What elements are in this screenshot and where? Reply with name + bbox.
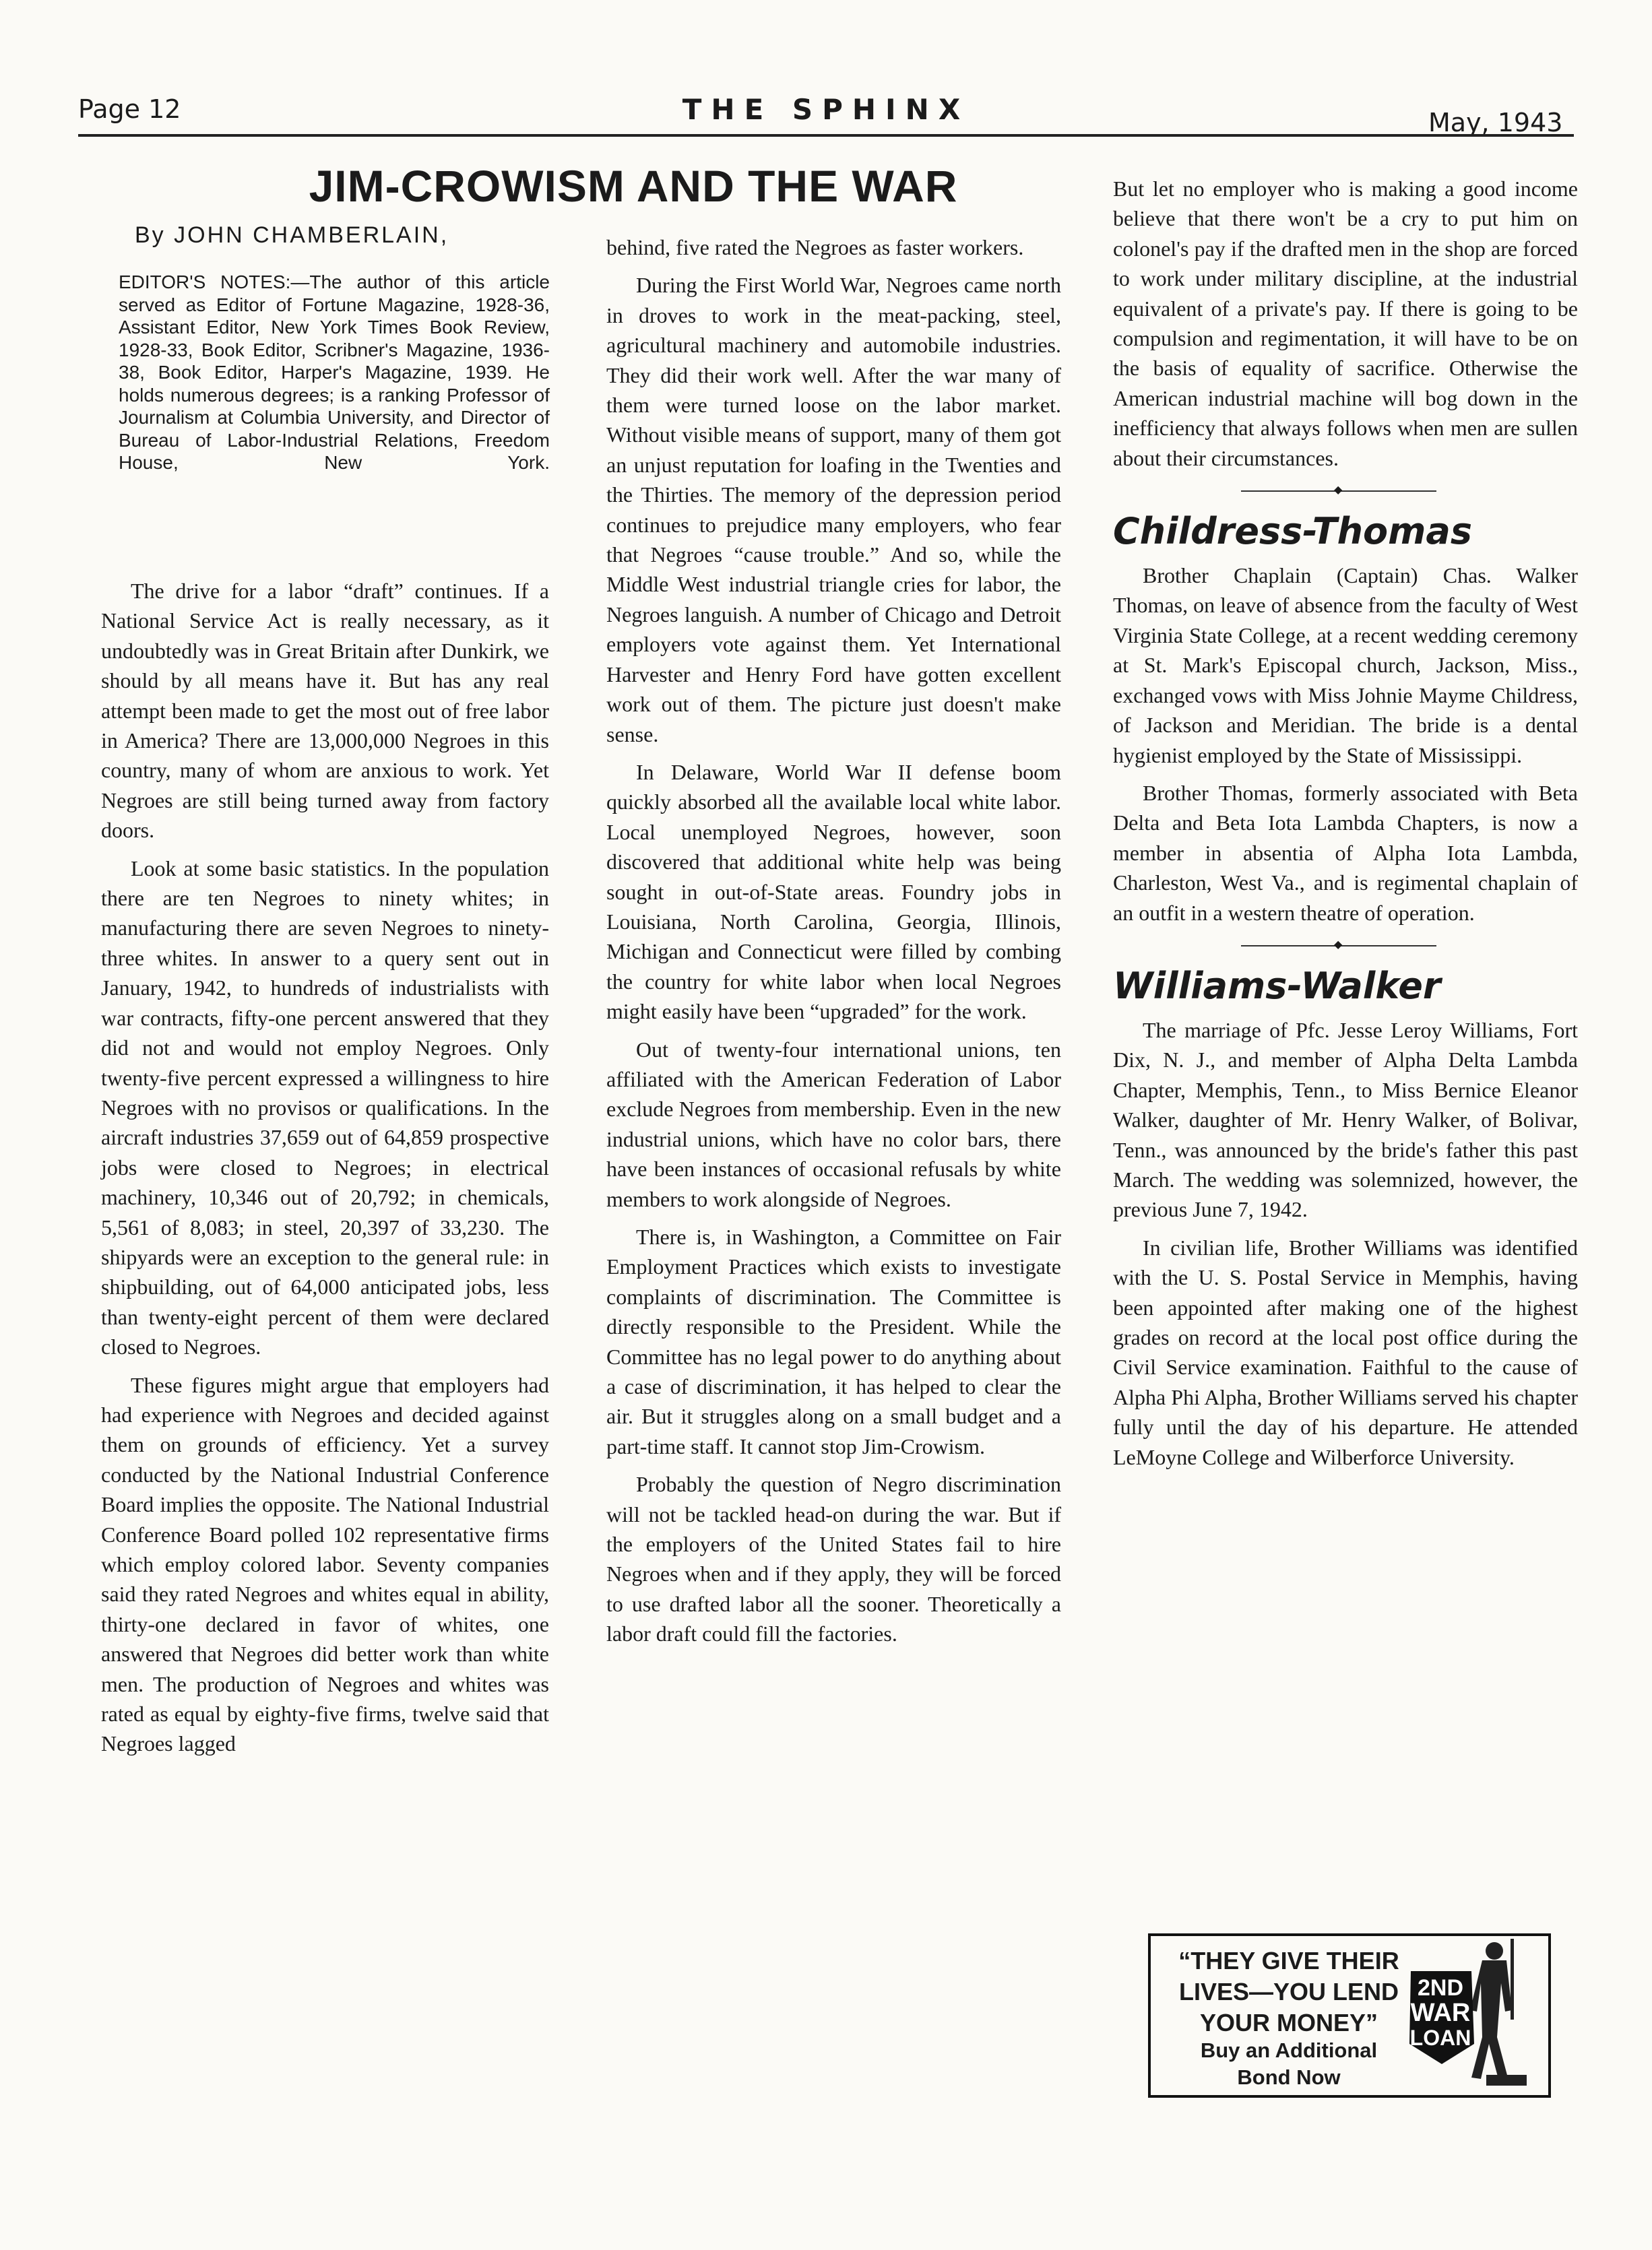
news-paragraph: Brother Chaplain (Captain) Chas. Walker Thomas, on leave of absence from the faculty of West Virginia State College, at a recent wedding ceremony at St. Mark's Episcopal church, Jackson, Miss., exchanged vows with Miss Johnie Mayme Childress, of Jackson and Meridian. The bride is a dental hygienist employed by the State of Mississippi. [1113, 563, 1578, 767]
war-bond-ad [1148, 1933, 1551, 2098]
minuteman-badge-icon [1407, 1936, 1543, 2090]
article-paragraph: Out of twenty-four international unions, ten affiliated with the American Federation of Labor exclude Negroes from membership. Even in the new industrial unions, which have no color bars, there have been instances of occasional refusals by white members to work alongside of Negroes. [606, 1037, 1061, 1211]
ad-cta-line: Buy an Additional [1200, 2038, 1378, 2062]
article-paragraph: There is, in Washington, a Committee on Fair Employment Practices which exists to investigate complaints of discrimination. The Committee is directly responsible to the President. While the Committee has no legal power to do anything about a case of discrimination, it has helped to clear the air. But it struggles along on a small budget and a part-time staff. It cannot stop Jim-Crowism. [606, 1225, 1061, 1458]
section-title-williams-walker: Williams-Walker [1113, 964, 1441, 1007]
news-paragraph: The marriage of Pfc. Jesse Leroy Williams, Fort Dix, N. J., and member of Alpha Delta Lambda Chapter, Memphis, Tenn., to Miss Bernice Eleanor Walker, daughter of Mr. Henry Walker, of Bolivar, Tenn., was announced by the bride's father this past March. The wedding was solemnized, however, the previous June 7, 1942. [1113, 1017, 1578, 1222]
article-headline: JIM-CROWISM AND THE WAR [309, 161, 958, 211]
ad-call-to-action [1164, 2037, 1413, 2091]
issue-date: May, 1943 [1428, 108, 1563, 137]
ad-slogan [1164, 1946, 1413, 2038]
article-paragraph: Look at some basic statistics. In the population there are ten Negroes to ninety whites; in manufacturing there are seven Negroes to ninety-three whites. In answer to a query sent out in January, 1942, to hundreds of industrialists with war contracts, fifty-one percent answered that they did not and would not employ Negroes. Only twenty-five percent expressed a willingness to hire Negroes with no provisos or qualifications. In the aircraft industries 37,659 out of 64,859 prospective jobs were closed to Negroes; in electrical machinery, 10,346 out of 20,792; in chemicals, 5,561 of 8,083; in steel, 20,397 of 33,230. The shipyards were an exception to the general rule: in shipbuilding, out of 64,000 anticipated jobs, less than twenty-eight percent of them were declared closed to Negroes. [101, 856, 549, 1359]
badge-text: LOAN [1409, 2026, 1471, 2050]
ad-slogan-line: LIVES—YOU LEND [1178, 1978, 1399, 2005]
ad-slogan-line: “THEY GIVE THEIR [1178, 1947, 1399, 1974]
article-paragraph: But let no employer who is making a good income believe that there won't be a cry to put him on colonel's pay if the drafted men in the shop are forced to work under military discipline, at the industrial equivalent of a private's pay. If there is going to be compulsion and regimentation, it will have to be on the basis of equality of sacrifice. Otherwise the American industrial machine will bog down in the inefficiency that always follows when men are sullen about their circumstances. [1113, 176, 1578, 470]
article-column-2 [606, 232, 1061, 1657]
article-column-3 [1113, 174, 1578, 1480]
ad-cta-line: Bond Now [1237, 2065, 1341, 2089]
article-byline: By JOHN CHAMBERLAIN, [135, 222, 449, 248]
page-number: Page 12 [78, 94, 181, 124]
section-divider: ◆ [1113, 481, 1578, 501]
article-paragraph: These figures might argue that employers had had experience with Negroes and decided against them on grounds of efficiency. Yet a survey conducted by the National Industrial Conference Board implies the opposite. The National Industrial Conference Board polled 102 representative firms which employ colored labor. Seventy companies said they rated Negroes and whites equal in ability, thirty-one declared in favor of whites, one answered that Negroes did better work than white men. The production of Negroes and whites was rated as equal by eighty-five firms, twelve said that Negroes lagged [101, 1372, 549, 1756]
news-paragraph: In civilian life, Brother Williams was identified with the U. S. Postal Service in Memphis, having been appointed after making one of the highest grades on record at the local post office during the Civil Service examination. Faithful to the cause of Alpha Phi Alpha, Brother Williams served his chapter fully until the day of his departure. He attended LeMoyne College and Wilberforce University. [1113, 1235, 1578, 1469]
article-paragraph: During the First World War, Negroes came north in droves to work in the meat-packing, steel, agricultural machinery and automobile industries. They did their work well. After the war many of them were turned loose on the labor market. Without visible means of support, many of them got an unjust reputation for loafing in the Twenties and the Thirties. The memory of the depression period continues to prejudice many employers, who fear that Negroes “cause trouble.” And so, while the Middle West industrial triangle cries for labor, the Negroes languish. A number of Chicago and Detroit employers vote against them. Yet International Harvester and Henry Ford have gotten excellent work out of them. The picture just doesn't make sense. [606, 273, 1061, 746]
article-paragraph: In Delaware, World War II defense boom quickly absorbed all the available local white labor. Local unemployed Negroes, however, soon discovered that additional white help was being sought in out-of-State areas. Foundry jobs in Louisiana, North Carolina, Georgia, Illinois, Michigan and Connecticut were filled by combing the country for white labor when local Negroes might easily have been “upgraded” for the work. [606, 759, 1061, 1024]
editor-note: EDITOR'S NOTES:—The author of this article served as Editor of Fortune Magazine, 1928-36, Assistant Editor, New York Times Book Review, 1928-33, Book Editor, Scribner's Magazine, 1936-38, Book Editor, Harper's Magazine, 1939. He holds numerous degrees; is a ranking Professor of Journalism at Columbia University, and Director of Bureau of Labor-Industrial Relations, Freedom House, New York. [119, 271, 550, 473]
ad-slogan-line: YOUR MONEY” [1199, 2009, 1378, 2036]
section-title-childress-thomas: Childress-Thomas [1113, 510, 1472, 553]
badge-text: WAR [1410, 1999, 1471, 2027]
news-paragraph: Brother Thomas, formerly associated with Beta Delta and Beta Iota Lambda Chapters, is now a member in absentia of Alpha Iota Lambda, Charleston, West Va., and is regimental chaplain of an outfit in a western theatre of operation. [1113, 780, 1578, 925]
header-rule [78, 134, 1574, 137]
article-column-1 [101, 576, 549, 1767]
badge-text: 2ND [1417, 1975, 1464, 2001]
masthead: THE SPHINX [682, 93, 970, 126]
article-paragraph: The drive for a labor “draft” continues. If a National Service Act is really necessary, as it undoubtedly was in Great Britain after Dunkirk, we should by all means have it. But has any real attempt been made to get the most out of free labor in America? There are 13,000,000 Negroes in this country, many of whom are anxious to work. Yet Negroes are still being turned away from factory doors. [101, 579, 549, 843]
section-divider: ◆ [1113, 936, 1578, 956]
article-paragraph: Probably the question of Negro discrimination will not be tackled head-on during the war. But if the employers of the United States fail to hire Negroes when and if they apply, they will be forced to use drafted labor all the sooner. Theoretically a labor draft could fill the factories. [606, 1472, 1061, 1646]
article-paragraph: behind, five rated the Negroes as faster workers. [606, 235, 1024, 259]
